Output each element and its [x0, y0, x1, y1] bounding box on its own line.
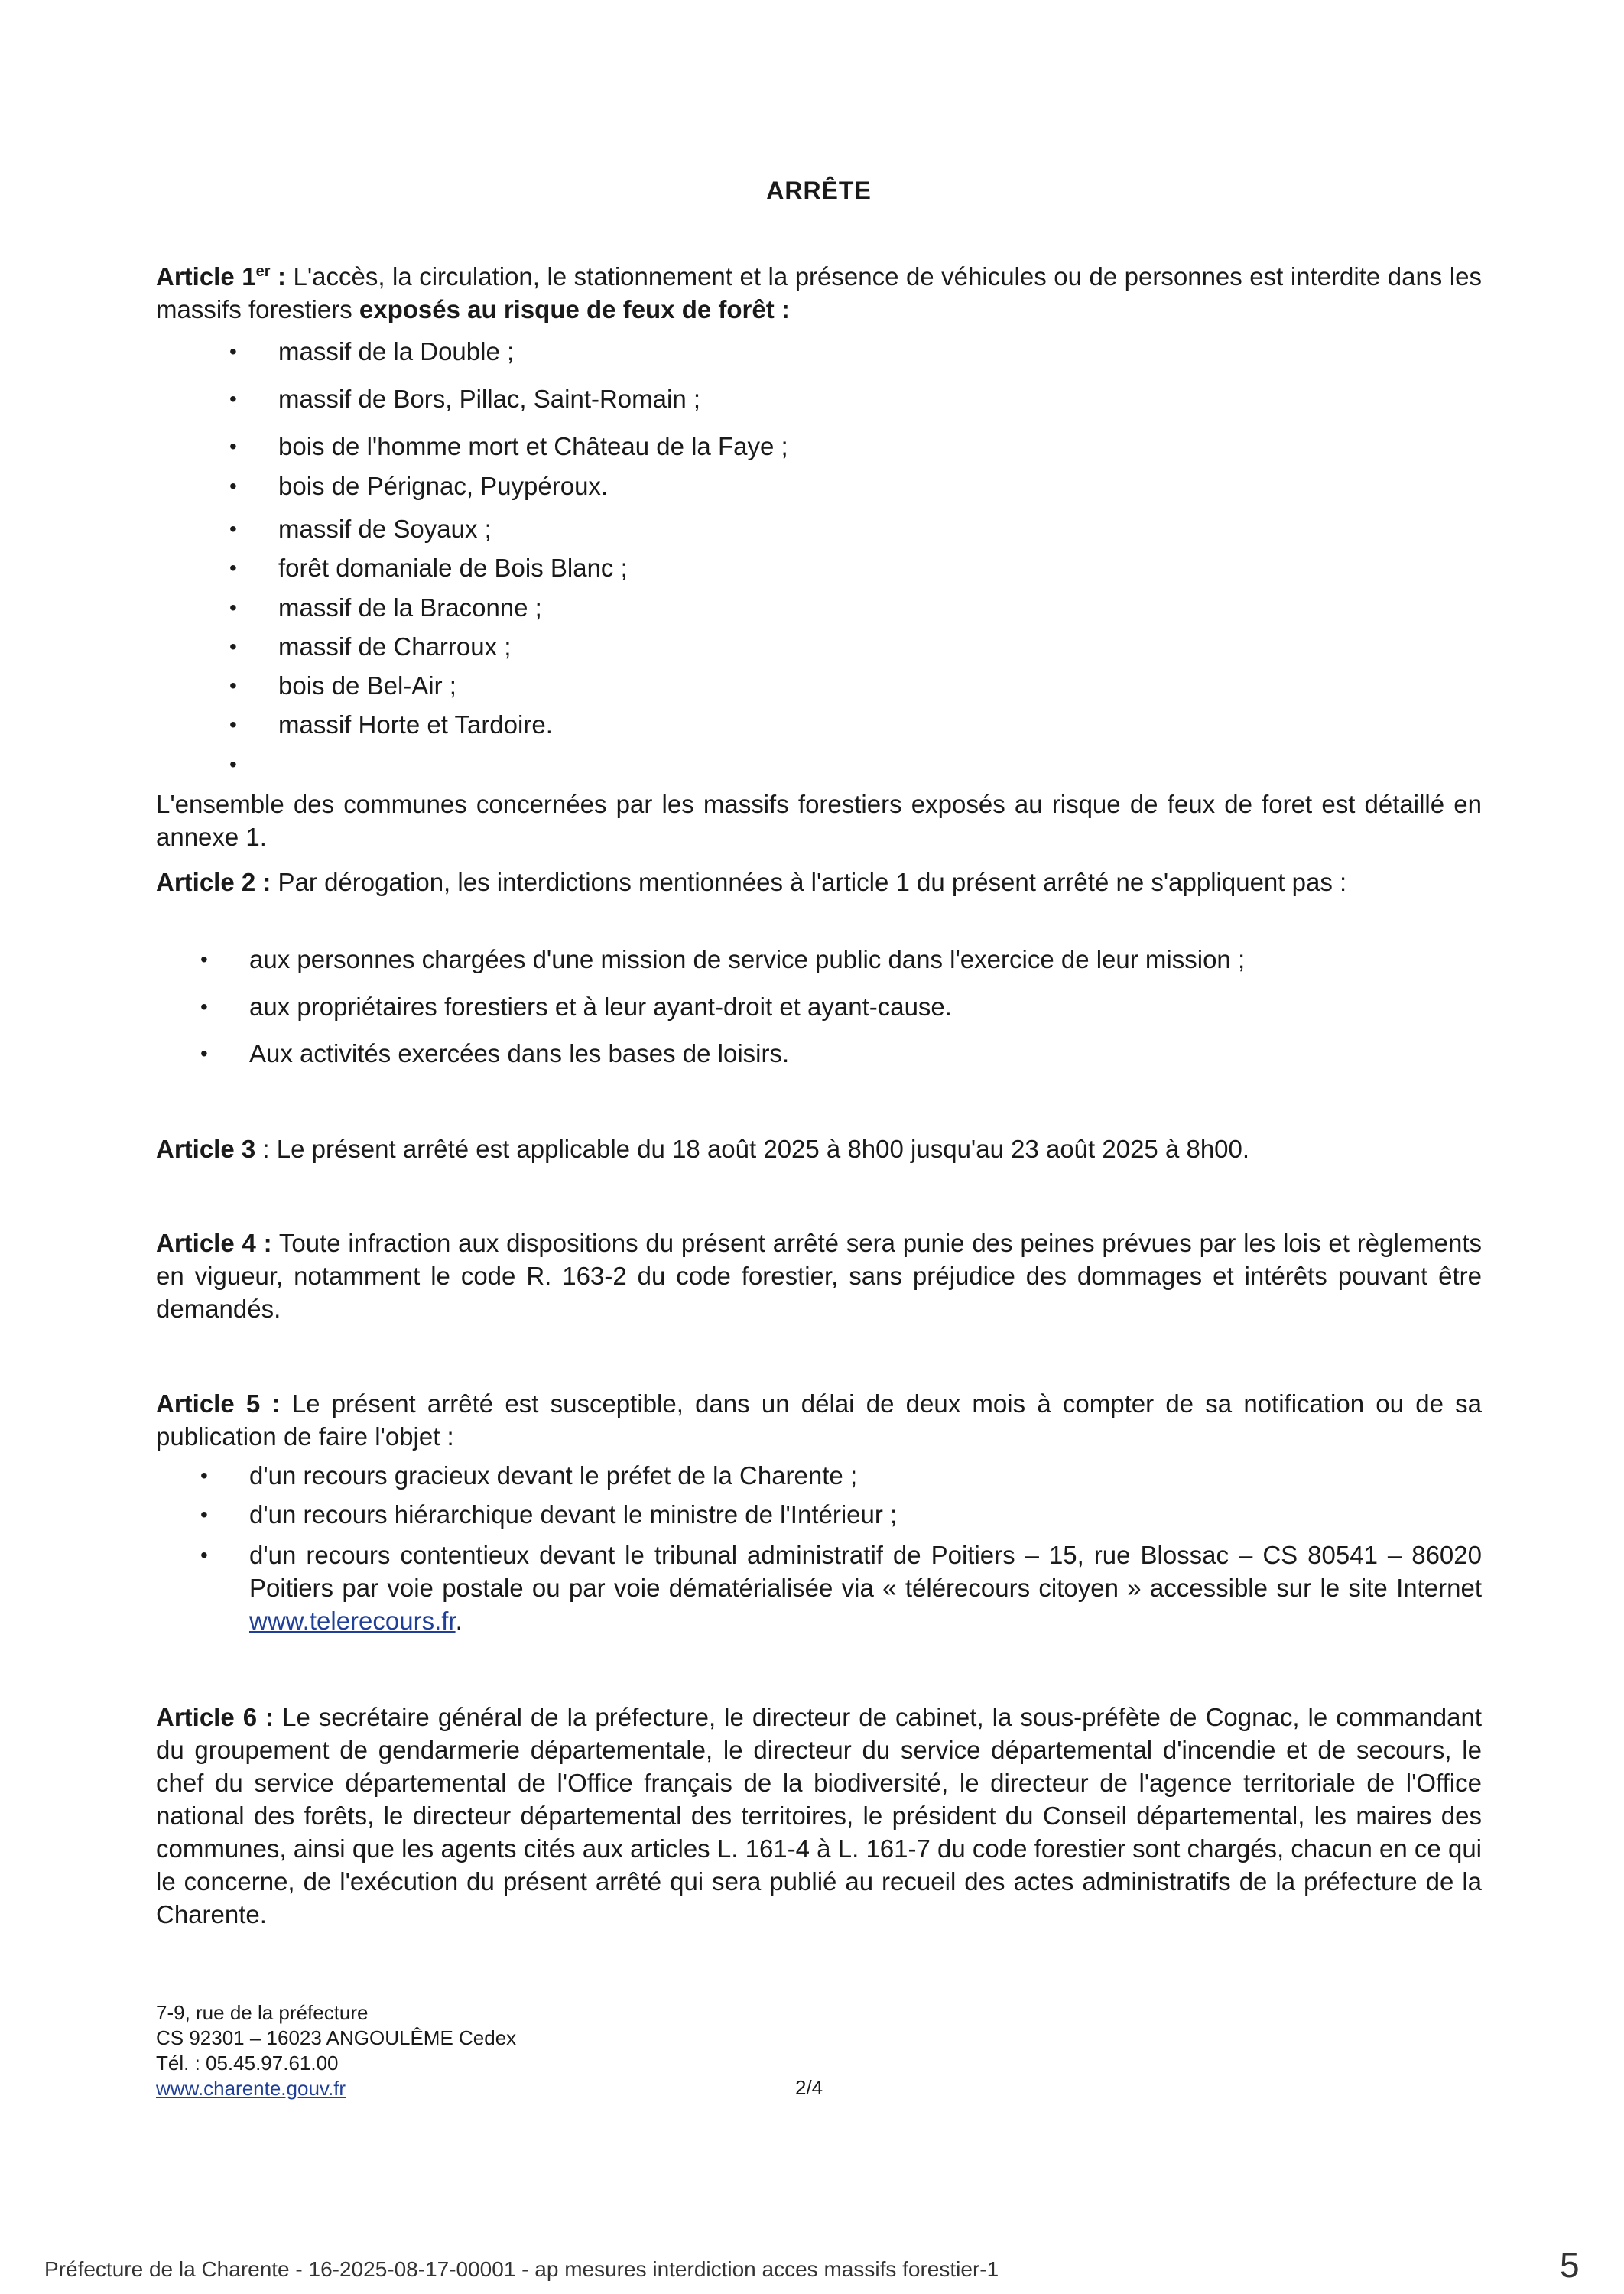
document-page-count: 5: [1560, 2245, 1580, 2285]
article-6-label: Article 6 :: [156, 1703, 274, 1731]
article-3: [156, 1132, 1482, 1165]
telerecours-link[interactable]: www.telerecours.fr: [249, 1607, 456, 1635]
article-1-text: L'accès, la circulation, le stationnement et la présence de véhicules ou de personnes est interdite dans les massifs forestiers: [156, 262, 1482, 323]
article-3-label: Article 3: [156, 1135, 256, 1163]
page-footer: [156, 2000, 516, 2101]
bullet-icon: •: [229, 752, 237, 776]
bullet-icon: •: [229, 340, 237, 363]
article-3-text: : Le présent arrêté est applicable du 18 août 2025 à 8h00 jusqu'au 23 août 2025 à 8h00.: [255, 1135, 1250, 1163]
article-2-label: Article 2 :: [156, 868, 271, 896]
bullet-icon: •: [200, 1041, 208, 1065]
footer-address-line-2: CS 92301 – 16023 ANGOULÊME Cedex: [156, 2026, 517, 2049]
footer-phone: Tél. : 05.45.97.61.00: [156, 2052, 339, 2075]
article-4-text: Toute infraction aux dispositions du présent arrêté sera punie des peines prévues par les lois et règlements en vigueur, notamment le code R. 163-2 du code forestier, sans préjudice des dommages et intérêts pouvant être demandés.: [156, 1229, 1482, 1323]
bullet-icon: •: [200, 1543, 208, 1567]
article-1-label: Article 1er :: [156, 262, 286, 291]
document-reference: Préfecture de la Charente - 16-2025-08-17-00001 - ap mesures interdiction acces massifs forestier-1: [44, 2257, 999, 2281]
bullet-icon: •: [200, 1503, 208, 1526]
bullet-icon: •: [229, 434, 237, 458]
page-number: 2/4: [795, 2076, 823, 2099]
article-5-label: Article 5 :: [156, 1389, 281, 1418]
bullet-icon: •: [229, 474, 237, 498]
article-2-text: Par dérogation, les interdictions mentionnées à l'article 1 du présent arrêté ne s'appliquent pas :: [271, 868, 1347, 896]
recours-contentieux-text: d'un recours contentieux devant le tribunal administratif de Poitiers – 15, rue Blossac – CS 80541 – 86020 Poitiers par voie postale ou par voie dématérialisée via « télérecours citoyen » accessible sur le site Internet: [249, 1541, 1482, 1602]
bullet-icon: •: [229, 596, 237, 619]
bullet-icon: •: [229, 713, 237, 736]
article-1: [156, 255, 1482, 326]
article-6-text: Le secrétaire général de la préfecture, le directeur de cabinet, la sous-préfète de Cognac, le commandant du groupement de gendarmerie départementale, le directeur du service départemental d'incendie et de secours, le chef du service départemental de l'Office français de la biodiversité, le directeur de l'agence territoriale de l'Office national des forêts, le directeur départemental des territoires, le président du Conseil départemental, les maires des communes, ainsi que les agents cités aux articles L. 161-4 à L. 161-7 du code forestier sont chargés, chacun en ce qui le concerne, de l'exécution du présent arrêté qui sera publié au recueil des actes administratifs de la préfecture de la Charente.: [156, 1703, 1482, 1928]
bullet-icon: •: [229, 556, 237, 580]
bullet-icon: •: [229, 674, 237, 697]
bullet-icon: •: [200, 947, 208, 971]
article-1-text-bold: exposés au risque de feux de forêt :: [359, 295, 790, 323]
article-5-text: Le présent arrêté est susceptible, dans un délai de deux mois à compter de sa notification ou de sa publication de faire l'objet :: [156, 1389, 1483, 1451]
footer-address-line-1: 7-9, rue de la préfecture: [156, 2001, 369, 2024]
bullet-icon: •: [229, 517, 237, 541]
bullet-icon: •: [229, 387, 237, 411]
article-2: [156, 866, 1482, 898]
document-page: ARRÊTE Article 1er : L'accès, la circulation, le stationnement et la présence de véhicules ou de personnes est interdite dans les massifs forestiers exposés au risque de feux de forêt : • massif de la Double ; • massif de Bors, Pillac, Saint-Romain ; • bois de l'homme mort et Château de la Faye ; • bois de Pérignac, Puypéroux. • massif de Soyaux ; • forêt domaniale de Bois Blanc ; • massif de la Braconne ; • massif de Charroux ; • bois de Bel-Air ; • massif Horte et Tardoire. • L'ensemble des communes concernées par les massifs forestiers exposés au risque de feux de foret est détaillé en annexe 1. Article 2 : Par dérogation, les interdictions mentionnées à l'article 1 du présent arrêté ne s'appliquent pas : • aux personnes chargées d'une mission de service public dans l'exercice de leur mission ; • aux propriétaires forestiers et à leur ayant-droit et ayant-cause. • Aux activités exercées dans les bases de loisirs. Article 3 : Le présent arrêté est applicable du 18 août 2025 à 8h00 jusqu'au 23 août 2025 à 8h00. Article 4 : Toute infraction aux dispositions du présent arrêté sera punie des peines prévues par les lois et règlements en vigueur, notamment le code R. 163-2 du code forestier, sans préjudice des dommages et intérêts pouvant être demandés. Article 5 : Le présent arrêté est susceptible, dans un délai de deux mois à compter de sa notification ou de sa publication de faire l'objet : • d'un recours gracieux devant le préfet de la Charente ; • d'un recours hiérarchique devant le ministre de l'Intérieur ; • d'un recours contentieux devant le tribunal administratif de Poitiers – 15, rue Blossac – CS 80541 – 86020 Poitiers par voie postale ou par voie dématérialisée via « télérecours citoyen » accessible sur le site Internet www.telerecours.fr. Article 6 : Le secrétaire général de la préfecture, le directeur de cabinet, la sous-préfète de Cognac, le commandant du groupement de gendarmerie départementale, le directeur du service départemental d'incendie et de secours, le chef du service départemental de l'Office français de la biodiversité, le directeur de l'agence territoriale de l'Office national des forêts, le directeur départemental des territoires, le président du Conseil départemental, les maires des communes, ainsi que les agents cités aux articles L. 161-4 à L. 161-7 du code forestier sont chargés, chacun en ce qui le concerne, de l'exécution du présent arrêté qui sera publié au recueil des actes administratifs de la préfecture de la Charente. 7-9, rue de la préfecture CS 92301 – 16023 ANGOULÊME Cedex Tél. : 05.45.97.61.00 www.charente.gouv.fr 2/4 Préfecture de la Charente - 16-2025-08-17-00001 - ap mesures interdiction acces massifs forestier-1 5: [0, 0, 1624, 2294]
article-4: [156, 1227, 1482, 1325]
article-6: [156, 1701, 1482, 1931]
bullet-icon: •: [200, 1464, 208, 1487]
bullet-icon: •: [200, 995, 208, 1019]
article-1-annex-note: L'ensemble des communes concernées par les massifs forestiers exposés au risque de feux de foret est détaillé en annexe 1.: [156, 790, 1482, 851]
footer-website-link[interactable]: www.charente.gouv.fr: [156, 2077, 346, 2100]
document-title: ARRÊTE: [766, 177, 872, 204]
article-4-label: Article 4 :: [156, 1229, 272, 1257]
bullet-icon: •: [229, 635, 237, 658]
article-5: [156, 1387, 1482, 1453]
